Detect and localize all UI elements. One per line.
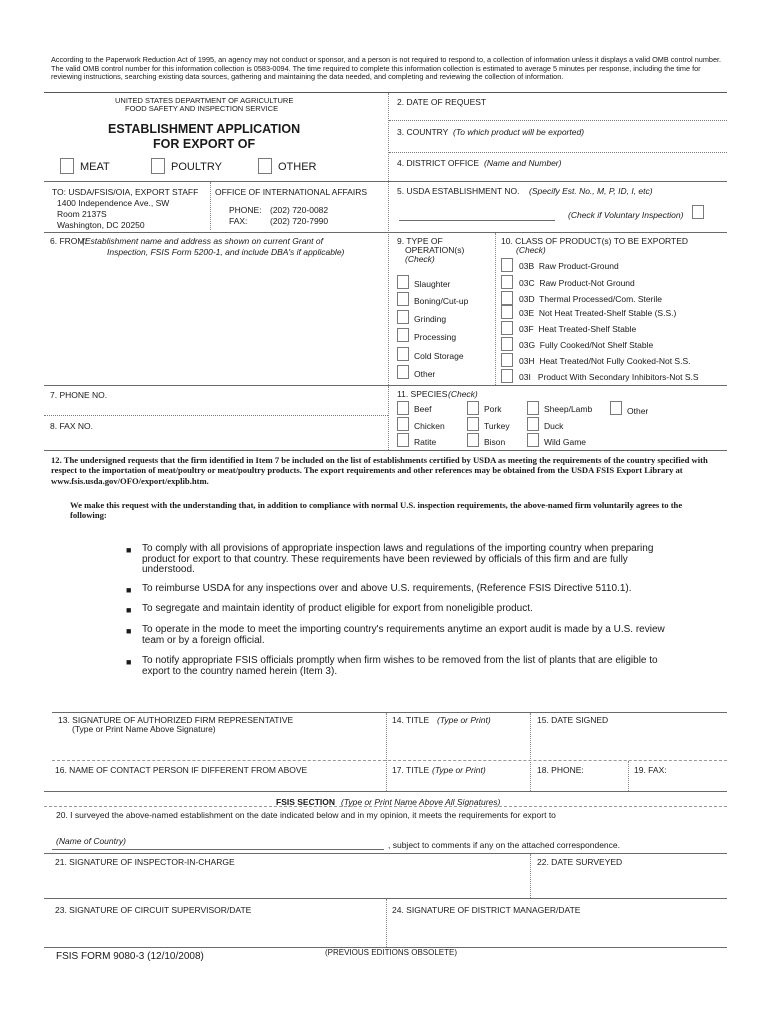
signature-authorized-label: 13. SIGNATURE OF AUTHORIZED FIRM REPRESENTATIVE [58,715,294,725]
establishment-no-note: (Specify Est. No., M, P, ID, I, etc) [529,186,653,196]
other-label: OTHER [278,161,317,173]
bison-label: Bison [484,437,506,447]
agreement-item: To segregate and maintain identity of product eligible for export from noneligible product. [142,603,533,614]
form-subtitle: FOR EXPORT OF [153,137,256,151]
divider-line [44,415,388,416]
turkey-checkbox[interactable] [467,417,479,431]
phone-label: PHONE: [229,205,262,215]
product-class-checkbox[interactable] [501,258,513,272]
understanding-statement: We make this request with the understanding that, in addition to compliance with normal U.S. inspection requirements, the above-named firm voluntarily agrees to the following: [70,500,683,521]
fsis-section-note: (Type or Print Name Above All Signatures) [341,797,501,807]
date-of-request-label: 2. DATE OF REQUEST [397,97,487,107]
operation-checkbox[interactable] [397,310,409,324]
contact-person-label: 16. NAME OF CONTACT PERSON IF DIFFERENT FROM ABOVE [55,765,308,775]
type-of-operation-label: 9. TYPE OF [397,236,443,246]
title-2-label: 17. TITLE [392,765,430,775]
inspector-signature-label: 21. SIGNATURE OF INSPECTOR-IN-CHARGE [55,857,235,867]
turkey-label: Turkey [484,421,510,431]
divider-line [386,899,387,947]
operation-checkbox[interactable] [397,328,409,342]
bison-checkbox[interactable] [467,433,479,447]
other-checkbox[interactable] [258,158,272,174]
bullet-icon: ■ [126,626,132,636]
address-line-3: Washington, DC 20250 [57,220,145,230]
operation-label: Slaughter [414,279,451,289]
fax-contact-label: 19. FAX: [634,765,667,775]
product-class-checkbox[interactable] [501,353,513,367]
office-fax: (202) 720-7990 [270,216,329,226]
divider-line [389,120,727,121]
poultry-label: POULTRY [171,161,222,173]
top-rule [44,92,727,93]
section-rule [44,853,727,854]
divider-line [495,233,496,385]
species-note: (Check) [448,389,478,399]
meat-checkbox[interactable] [60,158,74,174]
country-label: 3. COUNTRY [397,127,449,137]
product-class-checkbox[interactable] [501,305,513,319]
establishment-no-input[interactable] [399,220,555,221]
divider-line [530,854,531,898]
class-of-product-note: (Check) [516,245,546,255]
bullet-icon: ■ [126,657,132,667]
type-of-operation-check-note: (Check) [405,254,435,264]
phone-no-label: 7. PHONE NO. [50,390,108,400]
pork-label: Pork [484,404,502,414]
fsis-section-heading: FSIS SECTION [276,797,336,807]
voluntary-inspection-checkbox[interactable] [692,205,704,219]
section-rule [44,181,727,182]
address-line-1: 1400 Independence Ave., SW [57,198,170,208]
product-class-checkbox[interactable] [501,275,513,289]
divider-line [210,182,211,230]
district-office-note: (Name and Number) [484,158,562,168]
operation-label: Cold Storage [414,351,464,361]
main-divider [388,93,389,385]
product-class-label: 03F Heat Treated-Shelf Stable [519,324,637,334]
operation-label: Boning/Cut-up [414,296,469,306]
operation-checkbox[interactable] [397,275,409,289]
type-of-operation-label-2: OPERATION(s) [405,245,465,255]
product-class-label: 03I Product With Secondary Inhibitors-Not S.S [519,372,699,382]
date-signed-label: 15. DATE SIGNED [537,715,609,725]
sheep-lamb-label: Sheep/Lamb [544,404,593,414]
circuit-supervisor-label: 23. SIGNATURE OF CIRCUIT SUPERVISOR/DATE [55,905,252,915]
country-note: (To which product will be exported) [453,127,585,137]
duck-checkbox[interactable] [527,417,539,431]
meat-label: MEAT [80,161,110,173]
phone-contact-label: 18. PHONE: [537,765,584,775]
product-class-label: 03C Raw Product-Not Ground [519,278,635,288]
operation-label: Processing [414,332,457,342]
other-species-checkbox[interactable] [610,401,622,415]
agency-name: FOOD SAFETY AND INSPECTION SERVICE [125,104,279,113]
beef-label: Beef [414,404,432,414]
pork-checkbox[interactable] [467,401,479,415]
bullet-icon: ■ [126,605,132,615]
product-class-label: 03B Raw Product-Ground [519,261,619,271]
divider-line [389,152,727,153]
section-rule [44,791,727,792]
ratite-checkbox[interactable] [397,433,409,447]
chicken-label: Chicken [414,421,445,431]
fax-label: FAX: [229,216,248,226]
agreement-item: To reimburse USDA for any inspections over and above U.S. requirements, (Reference FSIS Directive 5110.1). [142,583,632,594]
signature-authorized-note: (Type or Print Name Above Signature) [72,724,216,734]
divider-line [628,761,629,791]
operation-label: Grinding [414,314,447,324]
from-label: 6. FROM: [50,236,87,246]
fax-no-label: 8. FAX NO. [50,421,93,431]
title-note: (Type or Print) [437,715,491,725]
divider-line [386,713,387,791]
wild-game-checkbox[interactable] [527,433,539,447]
section-rule [44,450,727,451]
agreement-item: To operate in the mode to meet the importing country's requirements anytime an export audit is made by a U.S. review team or by a foreign official. [142,624,665,646]
item-12-request: 12. The undersigned requests that the firm identified in Item 7 be included on the list of establishments certified by USDA as meeting the requirements of the country specified with respect to the importation of meat/poultry or meat/poultry products. The export requirements and other references may be obtained from the USDA FSIS Export Library at www.fsis.usda.gov/OFO/export/explib.htm. [51,455,708,486]
address-line-2: Room 2137S [57,209,107,219]
product-class-label: 03D Thermal Processed/Com. Sterile [519,294,662,304]
survey-statement: 20. I surveyed the above-named establishment on the date indicated below and in my opinion, it meets the requirements for export to [56,810,556,820]
section-rule [44,385,727,386]
bullet-icon: ■ [126,545,132,555]
agreement-item: To comply with all provisions of appropriate inspection laws and regulations of the importing country when preparing product for export to that country. These requirements have been reviewed by officials of this firm and are fully understood. [142,543,654,575]
section-rule [44,232,727,233]
product-class-checkbox[interactable] [501,321,513,335]
ratite-label: Ratite [414,437,437,447]
section-rule [52,712,727,713]
from-note-1: (Establishment name and address as shown on current Grant of [82,236,323,246]
divider-line [388,386,389,450]
paperwork-notice: According to the Paperwork Reduction Act of 1995, an agency may not conduct or sponsor, and a person is not required to respond to, a collection of information unless it displays a valid OMB control number. The valid OMB control number for this information collection is 0583-0094. The time required to complete this information collection is estimated to average 5 minutes per response, including the time for reviewing instructions, searching existing data sources, gathering and maintaining the data needed, and completing and reviewing the collection of information. [51,55,722,82]
operation-label: Other [414,369,436,379]
office-phone: (202) 720-0082 [270,205,329,215]
product-class-label: 03E Not Heat Treated-Shelf Stable (S.S.) [519,308,677,318]
title-label: 14. TITLE [392,715,430,725]
district-manager-label: 24. SIGNATURE OF DISTRICT MANAGER/DATE [392,905,581,915]
duck-label: Duck [544,421,564,431]
sheep-lamb-checkbox[interactable] [527,401,539,415]
beef-checkbox[interactable] [397,401,409,415]
wild-game-label: Wild Game [544,437,587,447]
form-number: FSIS FORM 9080-3 (12/10/2008) [56,951,204,962]
poultry-checkbox[interactable] [151,158,165,174]
product-class-checkbox[interactable] [501,291,513,305]
product-class-label: 03G Fully Cooked/Not Shelf Stable [519,340,654,350]
dept-name: UNITED STATES DEPARTMENT OF AGRICULTURE [115,96,294,105]
obsolete-note: (PREVIOUS EDITIONS OBSOLETE) [325,948,458,957]
from-note-2: Inspection, FSIS Form 5200-1, and include DBA's if applicable) [107,247,345,257]
form-title: ESTABLISHMENT APPLICATION [108,122,301,136]
name-of-country-label: (Name of Country) [56,836,126,846]
establishment-no-label: 5. USDA ESTABLISHMENT NO. [397,186,520,196]
district-office-label: 4. DISTRICT OFFICE [397,158,480,168]
subject-to-comments: , subject to comments if any on the attached correspondence. [388,840,620,850]
operation-checkbox[interactable] [397,347,409,361]
operation-checkbox[interactable] [397,365,409,379]
other-species-label: Other [627,406,649,416]
species-label: 11. SPECIES [397,389,448,399]
agreement-item: To notify appropriate FSIS officials promptly when firm wishes to be removed from the list of plants that are eligible to export to the country named herein (Item 3). [142,655,658,677]
bullet-icon: ■ [126,585,132,595]
chicken-checkbox[interactable] [397,417,409,431]
product-class-checkbox[interactable] [501,337,513,351]
divider-line [52,760,727,761]
date-surveyed-label: 22. DATE SURVEYED [537,857,623,867]
operation-checkbox[interactable] [397,292,409,306]
divider-line [530,713,531,791]
product-class-checkbox[interactable] [501,369,513,383]
to-label: TO: USDA/FSIS/OIA, EXPORT STAFF [52,187,199,197]
title-2-note: (Type or Print) [432,765,486,775]
name-of-country-input[interactable] [52,849,384,850]
product-class-label: 03H Heat Treated/Not Fully Cooked-Not S.S. [519,356,691,366]
divider-line [44,806,727,807]
voluntary-inspection-label: (Check if Voluntary Inspection) [568,210,684,220]
office-name: OFFICE OF INTERNATIONAL AFFAIRS [215,187,368,197]
class-of-product-label: 10. CLASS OF PRODUCT(s) TO BE EXPORTED [501,236,689,246]
